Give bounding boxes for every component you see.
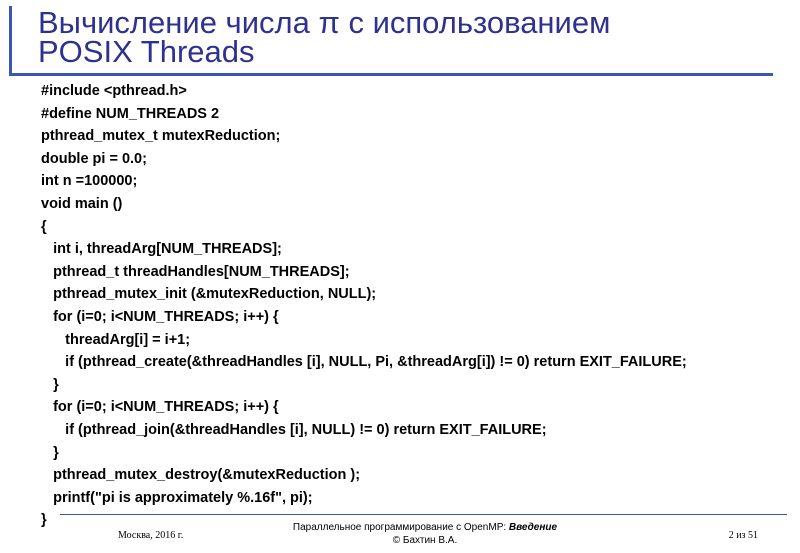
code-line: pthread_mutex_init (&mutexReduction, NULL);	[41, 286, 377, 303]
code-line: #include <pthread.h>	[41, 83, 187, 99]
footer-course	[260, 521, 590, 547]
slide-number: 2 из 51	[728, 530, 758, 541]
footer-author: © Бахтин В.А.	[392, 535, 458, 546]
code-line: for (i=0; i<NUM_THREADS; i++) {	[41, 399, 279, 416]
code-line: pthread_t threadHandles[NUM_THREADS];	[41, 263, 350, 280]
code-listing	[41, 80, 687, 532]
code-line: }	[41, 444, 59, 461]
code-line: void main ()	[41, 195, 123, 212]
title-accent-bar	[9, 6, 12, 74]
code-line: int i, threadArg[NUM_THREADS];	[41, 241, 282, 258]
slide-title-line-2: POSIX Threads	[38, 34, 255, 69]
code-line: #define NUM_THREADS 2	[41, 105, 220, 122]
footer-course-emphasis: Введение	[508, 522, 558, 533]
title-underline	[9, 73, 773, 76]
footer-course-prefix: Параллельное программирование с OpenMP:	[292, 522, 509, 533]
code-line: if (pthread_join(&threadHandles [i], NULL) != 0) return EXIT_FAILURE;	[41, 421, 547, 438]
code-line: {	[41, 218, 47, 235]
code-line: if (pthread_create(&threadHandles [i], NULL, Pi, &threadArg[i]) != 0) return EXIT_FAILURE;	[41, 354, 687, 371]
slide-title-line-1: Вычисление числа π с использованием	[38, 5, 611, 40]
slide-title	[38, 5, 778, 69]
code-line: threadArg[i] = i+1;	[41, 331, 191, 348]
code-line: pthread_mutex_t mutexReduction;	[41, 128, 281, 145]
footer-location-date: Москва, 2016 г.	[118, 530, 184, 541]
code-line: }	[41, 376, 59, 393]
footer-divider	[60, 514, 787, 515]
code-line: pthread_mutex_destroy(&mutexReduction );	[41, 467, 361, 484]
code-line: printf("pi is approximately %.16f", pi);	[41, 489, 313, 506]
code-line: }	[41, 512, 47, 529]
code-line: double pi = 0.0;	[41, 150, 147, 167]
code-line: int n =100000;	[41, 173, 138, 190]
code-line: for (i=0; i<NUM_THREADS; i++) {	[41, 308, 279, 325]
footer-course-title	[260, 521, 590, 534]
